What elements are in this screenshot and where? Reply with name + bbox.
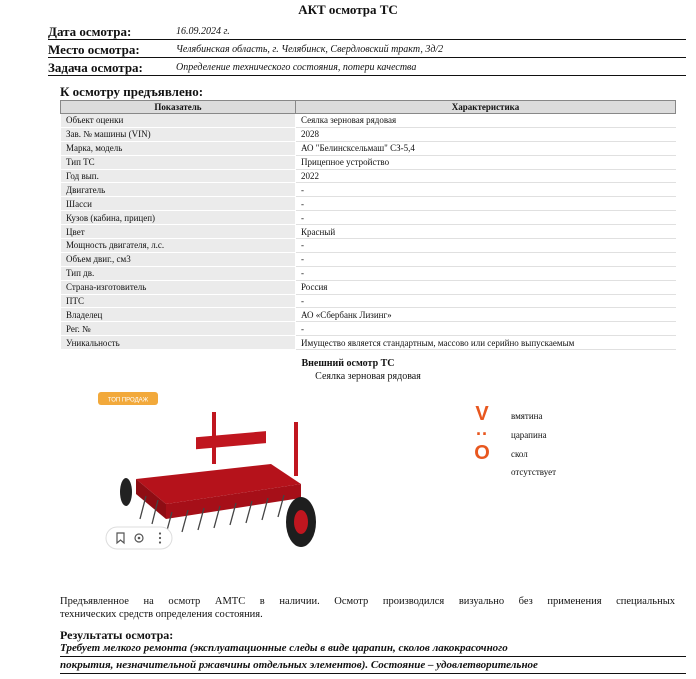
row-value: 2022 xyxy=(296,169,676,183)
spec-table xyxy=(60,100,676,350)
row-label: ПТС xyxy=(61,294,296,308)
row-label: Мощность двигателя, л.с. xyxy=(61,239,296,253)
row-label: Объем двиг., см3 xyxy=(61,252,296,266)
row-value: Имущество является стандартным, массово или серийно выпускаемым xyxy=(296,336,676,350)
presented-heading: К осмотру предъявлено: xyxy=(60,84,204,99)
seeder-photo xyxy=(96,384,338,559)
results-underline xyxy=(60,656,686,657)
table-row xyxy=(61,141,676,155)
place-value: Челябинская область, г. Челябинск, Свердловский тракт, 3д/2 xyxy=(176,44,444,55)
table-row xyxy=(61,252,676,266)
table-row xyxy=(61,294,676,308)
row-value: - xyxy=(296,197,676,211)
inspection-note: Предъявленное на осмотр АМТС в наличии. Осмотр производился визуально без применения специальных xyxy=(60,596,675,607)
legend-label-scratch: царапина xyxy=(511,430,547,440)
row-label: Марка, модель xyxy=(61,141,296,155)
table-row xyxy=(61,211,676,225)
table-row xyxy=(61,114,676,128)
row-value: - xyxy=(296,252,676,266)
dent-icon: V xyxy=(475,403,489,425)
row-value: - xyxy=(296,266,676,280)
task-label: Задача осмотра: xyxy=(48,60,143,75)
task-value: Определение технического состояния, потери качества xyxy=(176,62,417,73)
meta-row-place xyxy=(48,41,686,58)
meta-row-task xyxy=(48,59,686,76)
table-row xyxy=(61,239,676,253)
row-value: Красный xyxy=(296,225,676,239)
row-label: Тип ТС xyxy=(61,155,296,169)
table-row xyxy=(61,280,676,294)
row-label: Год вып. xyxy=(61,169,296,183)
row-label: Рег. № xyxy=(61,322,296,336)
inspection-subtitle: Сеялка зерновая рядовая xyxy=(315,371,421,382)
meta-row-date xyxy=(48,23,686,40)
table-row xyxy=(61,336,676,350)
row-value: АО "Белинсксельмаш" СЗ-5,4 xyxy=(296,141,676,155)
legend-label-chip: скол xyxy=(511,449,528,459)
row-value: 2028 xyxy=(296,127,676,141)
table-row xyxy=(61,155,676,169)
row-value: - xyxy=(296,239,676,253)
legend-label-dent: вмятина xyxy=(511,411,543,421)
inspection-title: Внешний осмотр ТС xyxy=(301,358,395,369)
results-text-line-1: Требует мелкого ремонта (эксплуатационные следы в виде царапин, сколов лакокрасочного xyxy=(60,642,508,654)
row-label: Шасси xyxy=(61,197,296,211)
row-value: Прицепное устройство xyxy=(296,155,676,169)
row-label: Объект оценки xyxy=(61,114,296,128)
row-value: - xyxy=(296,183,676,197)
row-value: АО «Сбербанк Лизинг» xyxy=(296,308,676,322)
results-underline xyxy=(60,673,686,674)
row-label: Двигатель xyxy=(61,183,296,197)
row-label: Зав. № машины (VIN) xyxy=(61,127,296,141)
legend-label-missing: отсутствует xyxy=(511,467,557,477)
date-value: 16.09.2024 г. xyxy=(176,26,230,37)
date-label: Дата осмотра: xyxy=(48,24,132,39)
chip-icon: O xyxy=(474,442,490,464)
table-row xyxy=(61,197,676,211)
table-row xyxy=(61,169,676,183)
results-heading: Результаты осмотра: xyxy=(60,628,174,642)
table-row xyxy=(61,183,676,197)
row-label: Страна-изготовитель xyxy=(61,280,296,294)
inspection-note-cont: технических средств определения состояния. xyxy=(60,609,263,620)
column-header: Характеристика xyxy=(296,101,676,114)
results-text-line-2: покрытия, незначительной ржавчины отдельных элементов). Состояние – удовлетворительное xyxy=(60,659,538,671)
table-row xyxy=(61,322,676,336)
place-label: Место осмотра: xyxy=(48,42,140,57)
row-label: Тип дв. xyxy=(61,266,296,280)
column-header: Показатель xyxy=(61,101,296,114)
more-options-icon[interactable] xyxy=(159,532,161,543)
row-value: - xyxy=(296,211,676,225)
row-value: - xyxy=(296,322,676,336)
row-label: Уникальность xyxy=(61,336,296,350)
row-label: Владелец xyxy=(61,308,296,322)
table-row xyxy=(61,308,676,322)
row-label: Кузов (кабина, прицеп) xyxy=(61,211,296,225)
table-row xyxy=(61,225,676,239)
table-row xyxy=(61,127,676,141)
row-label: Цвет xyxy=(61,225,296,239)
table-row xyxy=(61,266,676,280)
row-value: - xyxy=(296,294,676,308)
photo-badge-text: ТОП ПРОДАЖ xyxy=(107,397,149,404)
scratch-icon: ·· xyxy=(476,424,488,444)
table-header-row xyxy=(61,101,676,114)
document-title: АКТ осмотра ТС xyxy=(298,2,398,17)
row-value: Сеялка зерновая рядовая xyxy=(296,114,676,128)
row-value: Россия xyxy=(296,280,676,294)
